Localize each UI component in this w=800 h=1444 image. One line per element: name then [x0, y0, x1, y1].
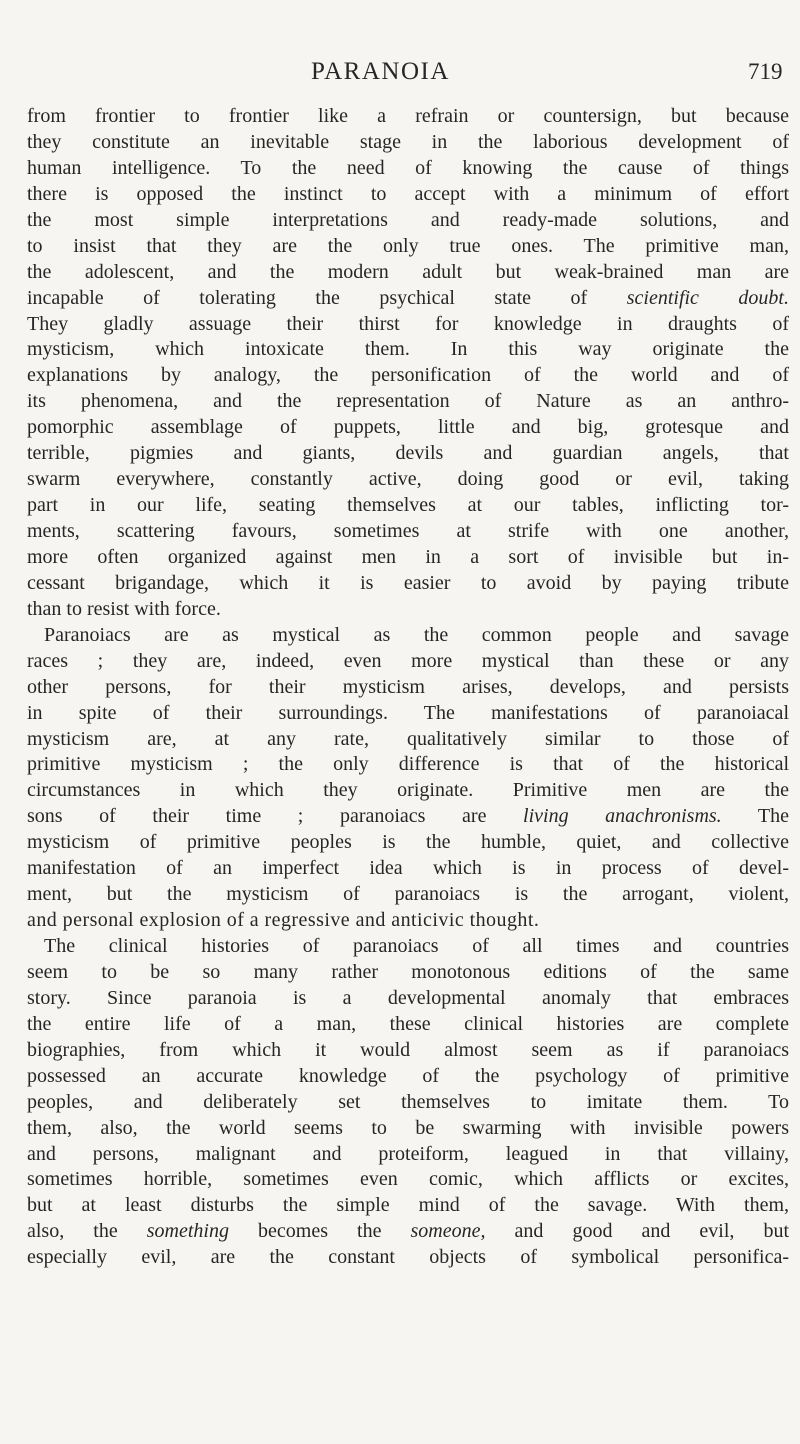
text-line: The clinical histories of paranoiacs of all times and countries: [44, 935, 789, 957]
running-title: PARANOIA: [311, 58, 450, 85]
text-line: mysticism of primitive peoples is the humble, quiet, and collective: [27, 831, 789, 854]
page-number: 719: [748, 59, 783, 84]
text-line: human intelligence. To the need of knowing the cause of things: [27, 156, 789, 179]
text-line: part in our life, seating themselves at our tables, inflicting tor-: [27, 494, 789, 517]
text-line: to insist that they are the only true ones. The primitive man,: [27, 234, 789, 257]
text-line: and personal explosion of a regressive and anticivic thought.: [27, 909, 540, 932]
text-line: in spite of their surroundings. The manifestations of paranoiacal: [27, 701, 789, 724]
text-line: especially evil, are the constant objects of symbolical personifica-: [27, 1246, 789, 1269]
text-line: swarm everywhere, constantly active, doing good or evil, taking: [27, 468, 789, 491]
text-line: they constitute an inevitable stage in the laborious development of: [27, 130, 789, 153]
paragraph: [27, 623, 789, 934]
text-line: the adolescent, and the modern adult but weak-brained man are: [27, 260, 789, 283]
text-line: seem to be so many rather monotonous editions of the same: [27, 960, 789, 983]
text-line: other persons, for their mysticism arises, develops, and persists: [27, 675, 789, 698]
italic-term: scientific doubt.: [626, 286, 789, 309]
text-line: sons of their time ; paranoiacs are living anachronisms. The: [27, 805, 789, 828]
italic-term: living anachronisms.: [523, 805, 722, 828]
text-line: ment, but the mysticism of paranoiacs is the arrogant, violent,: [27, 883, 789, 906]
text-line: the most simple interpretations and ready-made solutions, and: [27, 208, 789, 231]
text-line: manifestation of an imperfect idea which is in process of devel-: [27, 857, 789, 880]
body-text: [27, 104, 789, 1271]
text-line: Paranoiacs are as mystical as the common people and savage: [44, 623, 789, 646]
text-line: circumstances in which they originate. Primitive men are the: [27, 779, 789, 802]
text-line: They gladly assuage their thirst for knowledge in draughts of: [27, 312, 789, 335]
text-line: primitive mysticism ; the only difference is that of the historical: [27, 753, 789, 776]
text-line: there is opposed the instinct to accept with a minimum of effort: [27, 182, 789, 205]
text-line: peoples, and deliberately set themselves to imitate them. To: [27, 1090, 789, 1113]
paragraph: [27, 104, 789, 623]
text-line: the entire life of a man, these clinical histories are complete: [27, 1012, 789, 1035]
text-line: story. Since paranoia is a developmental anomaly that embraces: [27, 986, 789, 1009]
text-line: from frontier to frontier like a refrain or countersign, but because: [27, 105, 789, 127]
text-line: them, also, the world seems to be swarming with invisible powers: [27, 1116, 789, 1139]
text-line: more often organized against men in a sort of invisible but in-: [27, 545, 789, 568]
text-line: terrible, pigmies and giants, devils and guardian angels, that: [27, 442, 789, 465]
text-line: biographies, from which it would almost seem as if paranoiacs: [27, 1038, 789, 1061]
text-line: mysticism, which intoxicate them. In this way originate the: [27, 338, 789, 361]
italic-term: something: [146, 1220, 229, 1243]
text-line: possessed an accurate knowledge of the psychology of primitive: [27, 1064, 789, 1087]
running-header: [0, 52, 800, 92]
text-line: its phenomena, and the representation of Nature as an anthro-: [27, 390, 789, 413]
text-line: sometimes horrible, sometimes even comic, which afflicts or excites,: [27, 1168, 789, 1191]
text-line: explanations by analogy, the personification of the world and of: [27, 364, 789, 387]
text-line: mysticism are, at any rate, qualitatively similar to those of: [27, 727, 789, 750]
text-line: incapable of tolerating the psychical state of scientific doubt.: [27, 286, 789, 309]
text-line: than to resist with force.: [27, 597, 221, 620]
paragraph: [27, 934, 789, 1271]
text-line: ments, scattering favours, sometimes at strife with one another,: [27, 520, 789, 542]
text-line: but at least disturbs the simple mind of the savage. With them,: [27, 1194, 789, 1217]
text-line: cessant brigandage, which it is easier to avoid by paying tribute: [27, 571, 789, 594]
text-line: races ; they are, indeed, even more mystical than these or any: [27, 649, 789, 672]
text-line: pomorphic assemblage of puppets, little and big, grotesque and: [27, 416, 789, 439]
text-line: also, the something becomes the someone, and good and evil, but: [27, 1220, 789, 1243]
text-line: and persons, malignant and proteiform, leagued in that villainy,: [27, 1142, 789, 1165]
italic-term: someone,: [410, 1220, 486, 1243]
